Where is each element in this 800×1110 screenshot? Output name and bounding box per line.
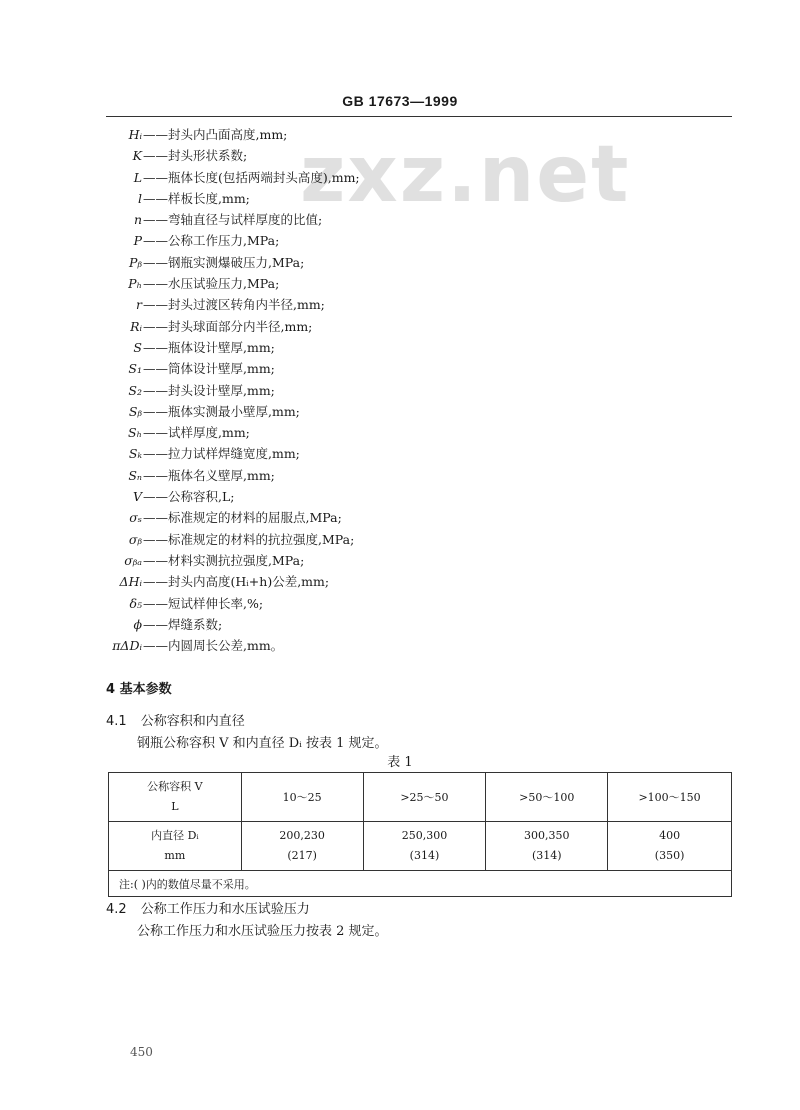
table-cell bbox=[608, 822, 732, 871]
symbol-term: S₂ bbox=[128, 382, 142, 398]
symbol-row bbox=[0, 593, 800, 614]
table-1-caption: 表 1 bbox=[387, 755, 413, 770]
symbol-desc: ——瓶体设计壁厚,mm; bbox=[143, 339, 275, 355]
symbol-row bbox=[0, 614, 800, 635]
symbol-row bbox=[0, 145, 800, 166]
table-cell: >50～100 bbox=[486, 773, 608, 822]
symbol-desc: ——瓶体名义壁厚,mm; bbox=[143, 467, 275, 483]
symbol-row bbox=[0, 316, 800, 337]
table-cell: 10～25 bbox=[241, 773, 363, 822]
header-label: 内直径 Dᵢ bbox=[151, 829, 199, 842]
symbol-term: Rᵢ bbox=[130, 318, 142, 334]
symbol-term: Sᵦ bbox=[128, 403, 142, 419]
table-cell: >25～50 bbox=[363, 773, 486, 822]
standard-header: GB 17673—1999 bbox=[342, 93, 458, 109]
section-4-2-heading bbox=[106, 898, 310, 917]
symbol-row bbox=[0, 443, 800, 464]
symbol-row bbox=[0, 167, 800, 188]
symbol-term: V bbox=[132, 489, 142, 505]
table-cell: >100～150 bbox=[608, 773, 732, 822]
symbol-desc: ——封头内高度(Hᵢ+h)公差,mm; bbox=[143, 574, 330, 590]
symbol-desc: ——公称容积,L; bbox=[143, 489, 235, 505]
symbol-term: n bbox=[133, 212, 142, 228]
symbol-term: ΔHᵢ bbox=[119, 574, 142, 590]
table-row bbox=[109, 822, 732, 871]
symbol-desc: ——封头设计壁厚,mm; bbox=[143, 382, 275, 398]
cell-value: 400 bbox=[659, 829, 681, 842]
header-unit: mm bbox=[164, 849, 186, 862]
symbol-desc: ——钢瓶实测爆破压力,MPa; bbox=[143, 254, 305, 270]
symbol-desc: ——标准规定的材料的屈服点,MPa; bbox=[143, 510, 342, 526]
watermark: zxz.net bbox=[300, 130, 631, 220]
cell-value-alt: (314) bbox=[531, 849, 562, 862]
table-cell bbox=[486, 822, 608, 871]
symbol-term: Sₖ bbox=[128, 446, 142, 462]
table-cell bbox=[363, 822, 486, 871]
symbol-list bbox=[0, 124, 800, 656]
symbol-row bbox=[0, 294, 800, 315]
symbol-term: Sₕ bbox=[128, 425, 142, 441]
symbol-desc: ——标准规定的材料的抗拉强度,MPa; bbox=[143, 531, 355, 547]
section-number: 4.2 bbox=[106, 902, 127, 917]
symbol-row bbox=[0, 252, 800, 273]
symbol-desc: ——封头过渡区转角内半径,mm; bbox=[143, 297, 325, 313]
symbol-row bbox=[0, 422, 800, 443]
symbol-desc: ——水压试验压力,MPa; bbox=[143, 276, 280, 292]
symbol-term: Hᵢ bbox=[128, 127, 142, 142]
cell-value-alt: (350) bbox=[654, 849, 685, 862]
symbol-desc: ——封头球面部分内半径,mm; bbox=[143, 318, 313, 334]
section-title: 公称工作压力和水压试验压力 bbox=[140, 902, 310, 917]
symbol-term: σₛ bbox=[129, 510, 142, 526]
symbol-term: πΔDᵢ bbox=[112, 638, 142, 654]
symbol-desc: ——试样厚度,mm; bbox=[143, 425, 250, 441]
symbol-row bbox=[0, 209, 800, 230]
symbol-row bbox=[0, 358, 800, 379]
symbol-row bbox=[0, 465, 800, 486]
symbol-desc: ——短试样伸长率,%; bbox=[143, 595, 264, 611]
cell-value-alt: (314) bbox=[409, 849, 440, 862]
symbol-term: σᵦ bbox=[128, 531, 142, 547]
symbol-row bbox=[0, 380, 800, 401]
symbol-term: S₁ bbox=[128, 361, 142, 377]
cell-value-alt: (217) bbox=[287, 849, 317, 862]
symbol-row bbox=[0, 635, 800, 656]
section-number: 4.1 bbox=[106, 714, 127, 729]
symbol-row bbox=[0, 337, 800, 358]
section-4-1-heading bbox=[106, 710, 245, 729]
cell-value: 200,230 bbox=[279, 829, 325, 842]
header-label: 公称容积 V bbox=[147, 780, 203, 793]
symbol-row bbox=[0, 230, 800, 251]
symbol-desc: ——样板长度,mm; bbox=[143, 190, 250, 206]
symbol-term: Pₕ bbox=[128, 276, 142, 292]
table-cell bbox=[241, 822, 363, 871]
symbol-term: L bbox=[133, 169, 142, 185]
symbol-row bbox=[0, 273, 800, 294]
symbol-desc: ——内圆周长公差,mm。 bbox=[143, 638, 284, 654]
symbol-row bbox=[0, 188, 800, 209]
section-title: 公称容积和内直径 bbox=[140, 714, 245, 729]
symbol-row bbox=[0, 529, 800, 550]
table-1 bbox=[108, 772, 732, 897]
header-rule bbox=[106, 116, 732, 117]
symbol-row bbox=[0, 550, 800, 571]
symbol-term: P bbox=[133, 233, 142, 249]
symbol-term: S bbox=[133, 339, 142, 355]
symbol-term: K bbox=[132, 148, 142, 164]
symbol-term: r bbox=[136, 297, 142, 313]
table-row-header bbox=[109, 822, 242, 871]
table-row-header bbox=[109, 773, 242, 822]
section-4-2-text: 公称工作压力和水压试验压力按表 2 规定。 bbox=[137, 924, 388, 939]
table-row bbox=[109, 773, 732, 822]
symbol-term: ϕ bbox=[133, 616, 142, 632]
symbol-term: δ₅ bbox=[129, 595, 142, 611]
symbol-term: Pᵦ bbox=[129, 254, 142, 270]
symbol-row bbox=[0, 486, 800, 507]
symbol-desc: ——封头形状系数; bbox=[143, 148, 248, 164]
symbol-row bbox=[0, 507, 800, 528]
symbol-row bbox=[0, 571, 800, 592]
symbol-desc: ——材料实测抗拉强度,MPa; bbox=[143, 552, 305, 568]
cell-value: 250,300 bbox=[401, 829, 448, 842]
symbol-desc: ——公称工作压力,MPa; bbox=[143, 233, 280, 249]
section-4-1-text: 钢瓶公称容积 V 和内直径 Dᵢ 按表 1 规定。 bbox=[137, 736, 388, 751]
symbol-desc: ——瓶体实测最小壁厚,mm; bbox=[143, 403, 300, 419]
symbol-term: l bbox=[138, 190, 142, 206]
symbol-row bbox=[0, 401, 800, 422]
table-row bbox=[109, 871, 732, 897]
page-number: 450 bbox=[130, 1045, 153, 1059]
symbol-desc: ——拉力试样焊缝宽度,mm; bbox=[143, 446, 300, 462]
symbol-desc: ——瓶体长度(包括两端封头高度),mm; bbox=[143, 169, 360, 185]
symbol-desc: ——焊缝系数; bbox=[143, 616, 223, 632]
header-unit: L bbox=[171, 800, 179, 813]
symbol-row bbox=[0, 124, 800, 145]
symbol-term: σᵦₐ bbox=[124, 552, 142, 568]
symbol-desc: ——筒体设计壁厚,mm; bbox=[143, 361, 275, 377]
table-note: 注:( )内的数值尽量不采用。 bbox=[109, 871, 732, 897]
symbol-desc: ——封头内凸面高度,mm; bbox=[143, 127, 288, 142]
section-4-title: 4 基本参数 bbox=[106, 682, 172, 697]
symbol-desc: ——弯轴直径与试样厚度的比值; bbox=[143, 212, 323, 228]
symbol-term: Sₙ bbox=[128, 467, 142, 483]
cell-value: 300,350 bbox=[524, 829, 570, 842]
